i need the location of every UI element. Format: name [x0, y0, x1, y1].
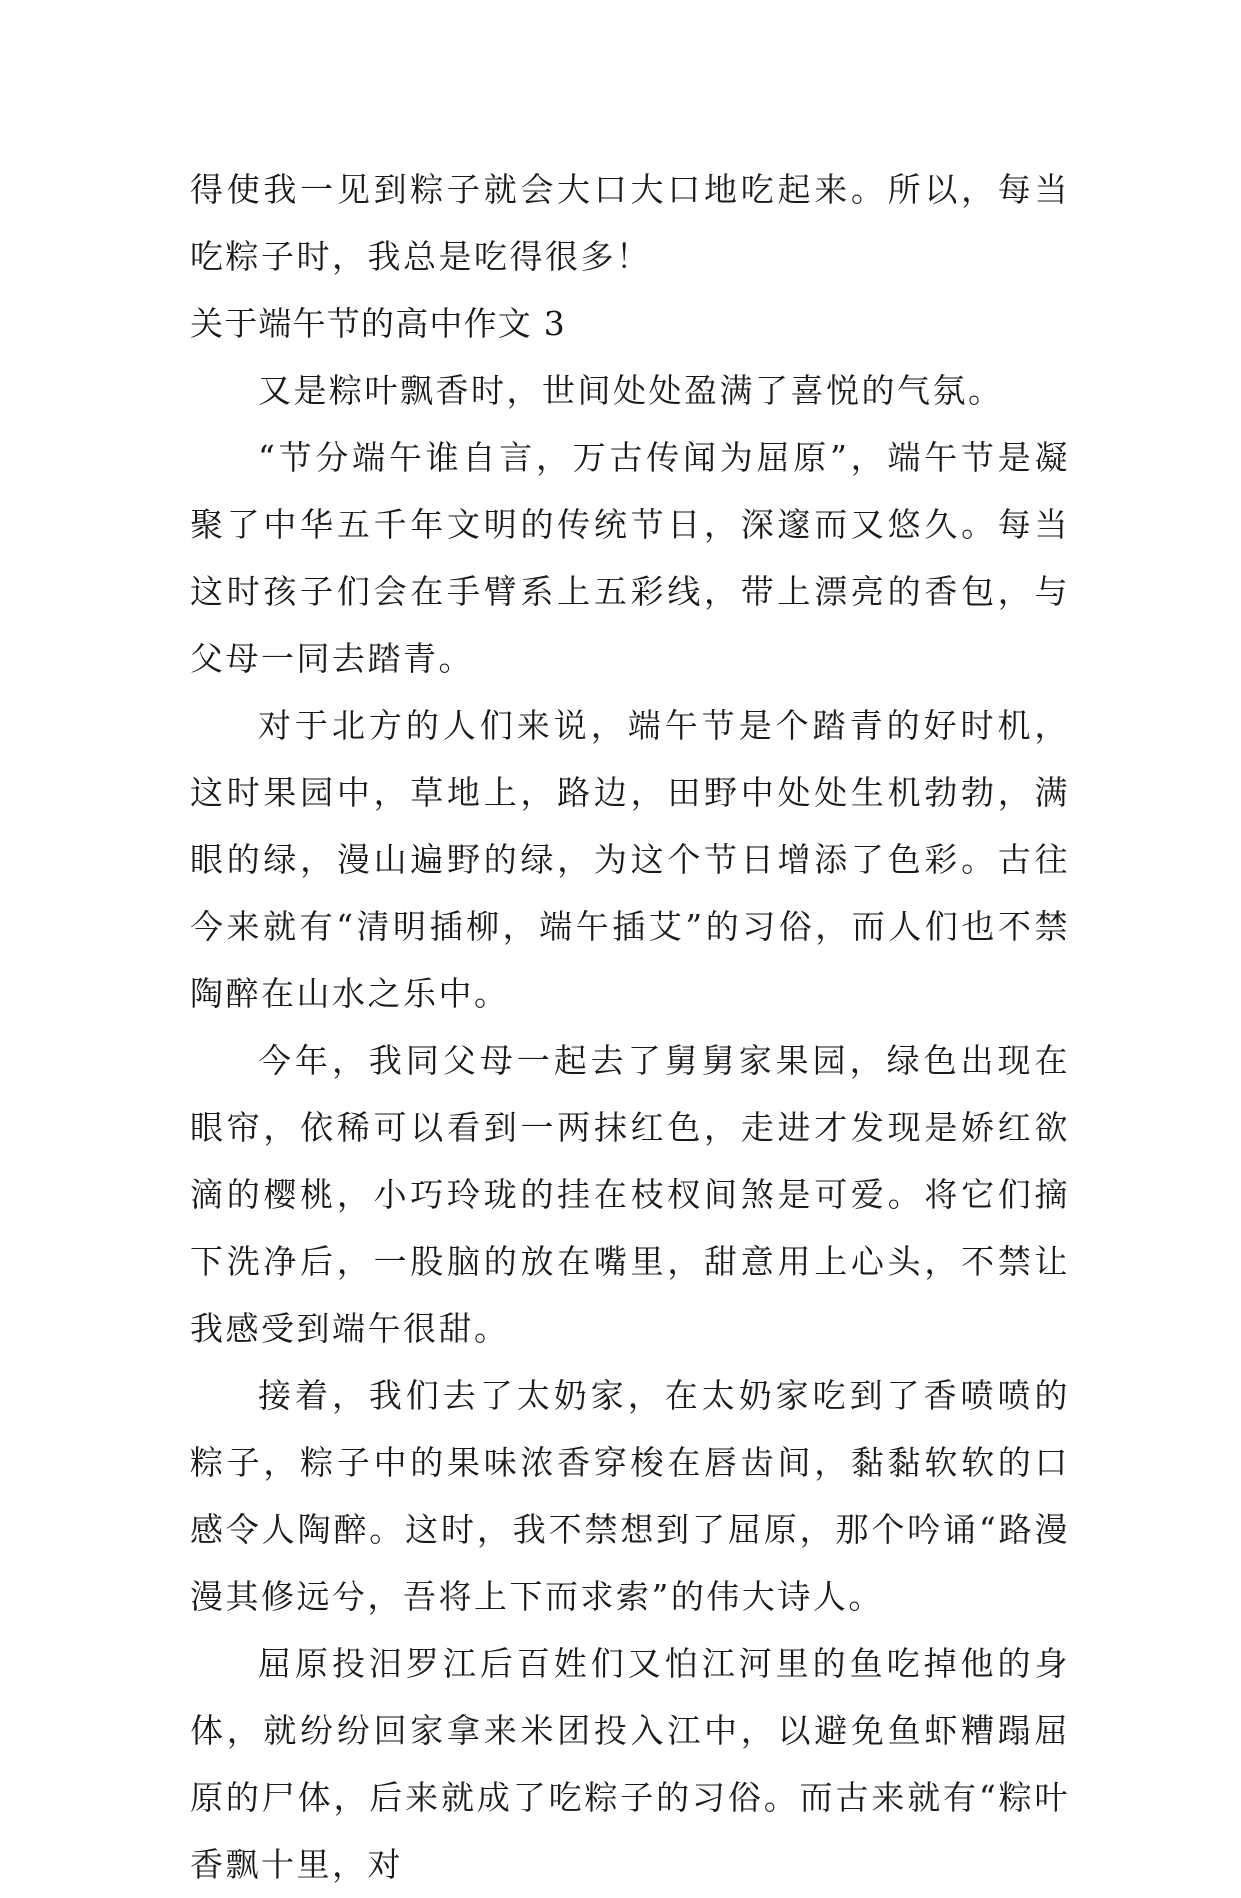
paragraph: 今年，我同父母一起去了舅舅家果园，绿色出现在眼帘，依稀可以看到一两抹红色，走进才发现是娇红欲滴的樱桃，小巧玲珑的挂在枝杈间煞是可爱。将它们摘下洗净后，一股脑的放在嘴里，甜意用上心头，不禁让我感受到端午很甜。: [190, 1041, 1070, 1348]
paragraph: 又是粽叶飘香时，世间处处盈满了喜悦的气氛。: [258, 371, 1004, 410]
paragraph: 屈原投汨罗江后百姓们又怕江河里的鱼吃掉他的身体，就纷纷回家拿来米团投入江中，以避免鱼虾糟蹋屈原的尸体，后来就成了吃粽子的习俗。而古来就有“粽叶香飘十里，对: [190, 1644, 1070, 1884]
paragraph: 对于北方的人们来说，端午节是个踏青的好时机，这时果园中，草地上，路边，田野中处处生机勃勃，满眼的绿，漫山遍野的绿，为这个节日增添了色彩。古往今来就有“清明插柳，端午插艾”的习俗，而人们也不禁陶醉在山水之乐中。: [190, 706, 1070, 1013]
paragraph: 接着，我们去了太奶家，在太奶家吃到了香喷喷的粽子，粽子中的果味浓香穿梭在唇齿间，黏黏软软的口感令人陶醉。这时，我不禁想到了屈原，那个吟诵“路漫漫其修远兮，吾将上下而求索”的伟大诗人。: [190, 1376, 1070, 1616]
paragraph: “节分端午谁自言，万古传闻为屈原”，端午节是凝聚了中华五千年文明的传统节日，深邃而又悠久。每当这时孩子们会在手臂系上五彩线，带上漂亮的香包，与父母一同去踏青。: [190, 438, 1070, 678]
section-heading: 关于端午节的高中作文 3: [190, 304, 566, 343]
document-body: [190, 156, 1070, 1898]
paragraph-continued: 得使我一见到粽子就会大口大口地吃起来。所以，每当吃粽子时，我总是吃得很多！: [190, 170, 1070, 276]
